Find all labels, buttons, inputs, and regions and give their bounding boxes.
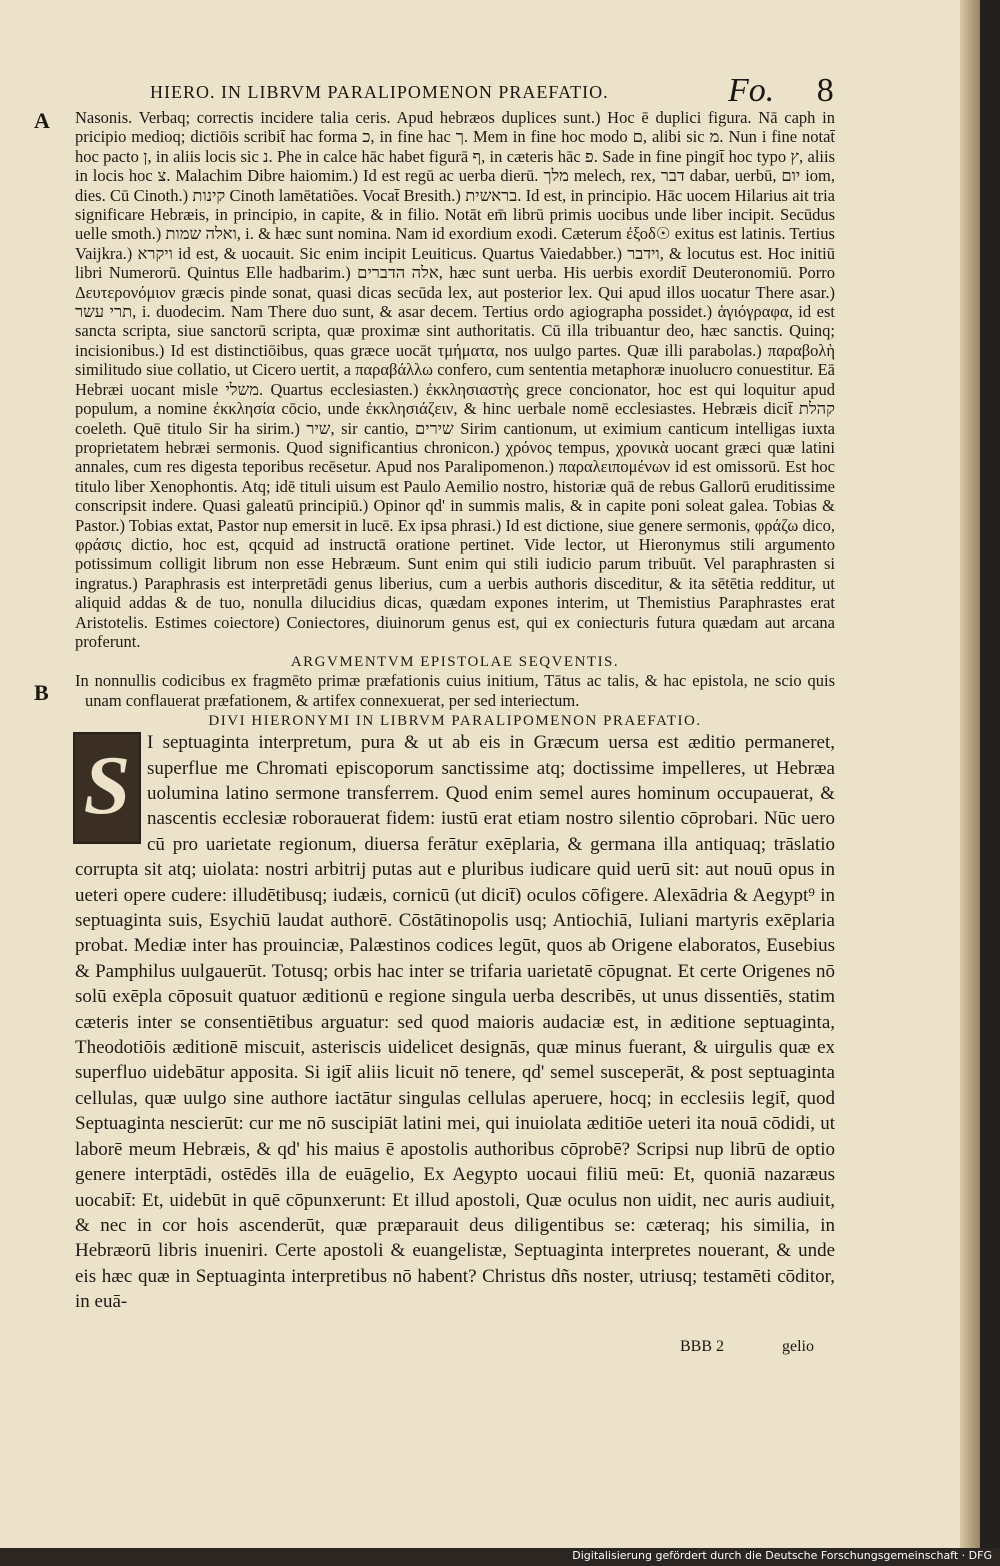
preface-heading: DIVI HIERONYMI IN LIBRVM PARALIPOMENON PRAEFATIO. (208, 713, 702, 730)
digitization-notice: Digitalisierung gefördert durch die Deutsche Forschungsgemeinschaft · DFG (572, 1549, 992, 1562)
commentary-paragraph: Nasonis. Verbaq; correctis incidere talia ceris. Apud hebræos duplices sunt.) Hoc ē duplici figura. Nā caph in pricipio medioq; dictiōis scribit̄ hac forma כ, in fine hac ך. Mem in fine hoc modo ם, alibi sic מ. Nun i fine notat̄ hoc pacto ן, in aliis locis sic נ. Phe in calce hāc habet figurā ף, in cæteris hāc פ. Sade in fine pingit̄ hoc typo ץ, aliis in locis hoc צ. Malachim Dibre haiomim.) Id est regū ac uerba dierū. מלך melech, rex, דבר dabar, uerbū, יום iom, dies. Cū Cinoth.) קינות Cinoth lamētatiões. Vocat̄ Bresith.) בראשית. Id est, in principio. Hāc uocem Hilarius ait tria significare Hebræis, in principio, in capite, & in filio. Notāt em̄ librū primis uocibus unde liber incipit. Secūdus uelle smoth.) ואלה שמות, i. & hæc sunt nomina. Nam id exordium exodi. Cæterum ἐξοδ☉ exitus est latinis. Tertius Vaijkra.) ויקרא id est, & uocauit. Sic enim incipit Leuiticus. Quartus Vaiedabber.) וידבר, & locutus est. Hoc initiū libri Numerorū. Quintus Elle hadbarim.) אלה הדברים, hæc sunt uerba. His uerbis exordit̄ Deuteronomiū. Porro Δευτερονόμιον græcis pinde sonat, quasi dicas secūda lex, aut posterior lex. Qui apud illos uocatur There asar.) תרי עשר, i. duodecim. Nam There duo sunt, & asar decem. Tertius ordo agiographa possidet.) ἁγιόγραφα, id est sancta scripta, siue sanctorū scripta, quæ proximæ sint authoritatis. Cū illa tribuantur deo, hæc sanctis. Quinq; incisionibus.) Id est distinctiōibus, quas græce uocāt τμήματα, nos uulgo partes. Quæ illi parabolas.) παραβολὴ similitudo siue collatio, ut Cicero uertit, a παραβάλλω confero, cum sententia metaphoræ inuolucro conuestitur. Eā Hebræi uocant misle משלי. Quartus ecclesiasten.) ἐκκλησιαστὴς grece concionator, hoc est qui loquitur apud populum, a nomine ἐκκλησία cōcio, unde ἐκκλησιάζειν, & hinc uerbale nomē ecclesiastes. Hebræis dicit̄ קהלת coeleth. Quē titulo Sir ha sirim.) שיר, sir cantio, שירים Sirim cantionum, ut eximium canticum intelligas iuxta proprietatem hebræi sermonis. Quod significantius chronicon.) χρόνος tempus, χρονικὰ uocant græci quæ latini annales, cum res digesta teporibus recēsetur. Apud nos Paralipomenon.) παραλειπομένων id est omissorū. Est hoc titulo liber Xenophontis. Atq; idē tituli uisum est Paulo Aemilio nostro, historiæ quā de rebus Gallorū eruditissime conscripsit indere. Quasi galeatū principiū.) Opinor qd' in summis malis, & in capite poni soleat galea. Tobias & Pastor.) Tobias extat, Pastor nup emersit in lucē. Ex ipsa phrasi.) Id est dictione, siue genere sermonis, φράζω dico, φράσις dictio, hoc est, qcquid ad instructā oratione pertinet. Vide lector, ut Hieronymus stili argumento potissimum colligit librum non esse Hebræum. Sunt enim qui stili iudicio parum tribuūt. Vel paraphrasten si ingratus.) Paraphrasis est interpretādi genus liberius, cum a uerbis authoris disceditur, & ita sētētia redditur, ut aliquid addas & de tuo, nonulla dilucidius dicas, quædam expones interim, ut Themistius Paraphrastes erat Aristotelis. Estimes coiectore) Coniectores, diuinorum genus est, qui ex coniecturis futura quædam aut arcana proferunt. (75, 108, 836, 651)
margin-letter-b: B (34, 680, 49, 705)
running-title: HIERO. IN LIBRVM PARALIPOMENON PRAEFATIO. (150, 82, 609, 102)
preface-text: I septuaginta interpretum, pura & ut ab eis in Græcum uersa est æditio permaneret, superflue me Chromati episcoporum sanctissime atq; doctissime impelleres, ut Hebræa uolumina latino sermone transferrem. Quod enim semel aures hominum occupauerat, & nascentis ecclesiæ roborauerat fidem: iustū erat etiam nostro silentio cōprobari. Nūc uero cū pro uarietate regionum, diuersa ferātur exēplaria, & germana illa antiquaq; trāslatio corrupta sit atq; uiolata: nostri arbitrij putas aut e pluribus iudicare quid uerū sit: aut nouū opus in ueteri opere cudere: illudētibusq; iudæis, cornicū (ut dicit̄) oculos cōfigere. Alexādria & Aegypt⁹ in septuaginta suis, Esychiū laudat authorē. Cōstātinopolis usq; Antiochiā, Iuliani martyris exēplaria probat. Mediæ inter has prouinciæ, Palæstinos codices legūt, quos ab Origene elaboratos, Eusebius & Pamphilus uulgauerūt. Totusq; orbis hac inter se trifaria uarietatē cōpugnat. Et certe Origenes nō solū exēpla cōposuit quatuor æditionū e regione singula uerba describēs, ut unus dissentiēs, statim cæteris inter se consentiētibus arguatur: sed quod maioris audaciæ est, in æditione septuaginta, Theodotiōis æditionē miscuit, asteriscis uidelicet designās, quæ minus fuerant, & uirgulis quæ ex superfluo uidebātur apposita. Si igit̄ aliis licuit nō tenere, qd' semel susceperāt, & post septuaginta cellulas, quæ uulgo sine authore iactātur singulas cellulas aperuere, hocq; in ecclesiis legit̄, quod Septuaginta nescierūt: cur me nō suscipiāt latini mei, qui inuiolata æditiōe ueteri ita nouā cōdidi, ut laborē meum Hebræis, & qd' his maius ē apostolis authoribus cōprobē? Scripsi nup librū de optio genere interptādi, ostēdēs illa de euāgelio, Ex Aegypto uocaui filiū meū: Et, quoniā nazaræus uocabit̄: Et, uidebūt in quē cōpunxerunt: Et illud apostoli, Quæ oculus non uidit, nec auris audiuit, & nec in cor hois ascenderūt, quæ præparauit deus diligentibus se: cæteraq; his similia, in Hebræorū libris inueniri. Certe apostoli & euangelistæ, Septuaginta interpretes nouerant, & unde eis hæc quæ in Septuaginta interpretibus nō habent? Christus dñs noster, utriusq; testamēti cōditor, in euā- (75, 732, 835, 1313)
folio-label: Fo. (728, 72, 775, 109)
preface-body (75, 730, 835, 1314)
text-block (75, 108, 835, 1315)
page-edge (960, 0, 980, 1548)
decorated-initial: S (73, 732, 141, 844)
catchword: gelio (782, 1338, 814, 1355)
signature-mark: BBB 2 (680, 1338, 725, 1355)
argument-heading: ARGVMENTVM EPISTOLAE SEQVENTIS. (290, 654, 620, 671)
argument-text: In nonnullis codicibus ex fragmēto primæ præfationis cuius initium, Tātus ac talis, & hac epistola, ne scio quis unam conflauerat præfationem, & artifex connexuerat, per sed interiectum. (75, 671, 835, 710)
folio (728, 72, 834, 110)
folio-number: 8 (816, 72, 834, 109)
margin-letter-a: A (34, 108, 50, 133)
